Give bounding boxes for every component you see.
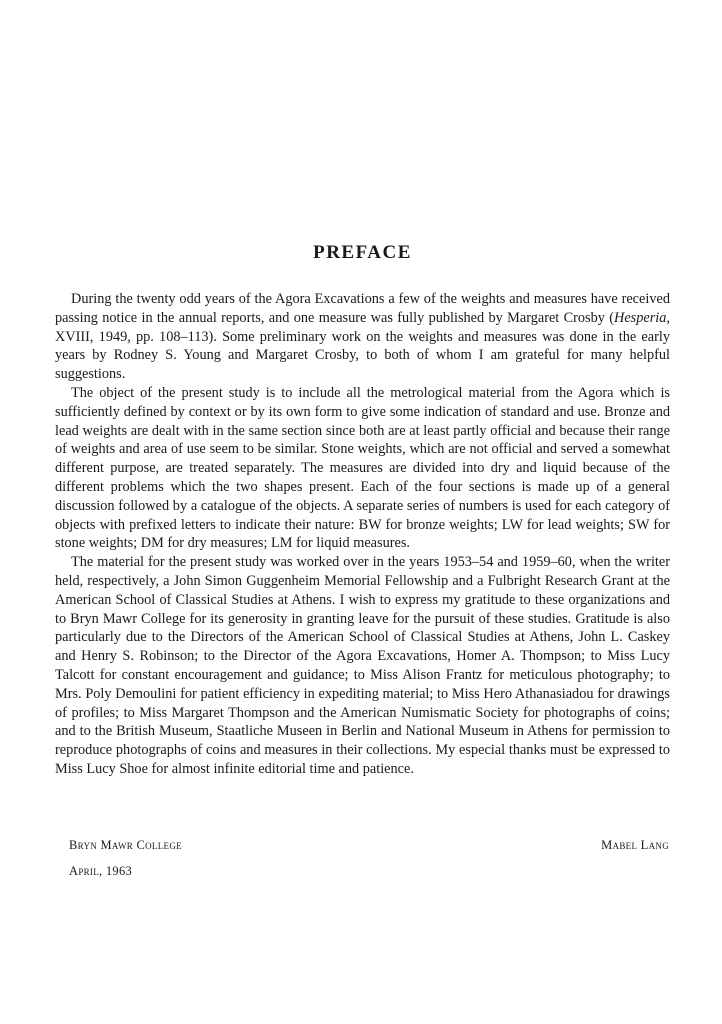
signoff-row-1 <box>69 838 669 864</box>
paragraph-1 <box>55 290 670 384</box>
paragraph-1-text-b: XVIII, 1949, pp. 108–113). Some preliminary work on the weights and measures was done in the early years by Rodney S. Young and Margaret Crosby, to both of whom I am grateful for many helpful suggestions. <box>55 328 670 383</box>
paragraph-1-text-a: During the twenty odd years of the Agora Excavations a few of the weights and measures have received passing notice in the annual reports, and one measure was fully published by Margaret Crosby ( <box>55 291 670 326</box>
signoff-author: Mabel Lang <box>601 838 669 852</box>
paragraph-3: The material for the present study was worked over in the years 1953–54 and 1959–60, when the writer held, respectively, a John Simon Guggenheim Memorial Fellowship and a Fulbright Research Grant at the American School of Classical Studies at Athens. I wish to express my gratitude to these organizations and to Bryn Mawr College for its generosity in granting leave for the pursuit of these studies. Gratitude is also particularly due to the Directors of the American School of Classical Studies at Athens, John L. Caskey and Henry S. Robinson; to the Director of the Agora Excavations, Homer A. Thompson; to Miss Lucy Talcott for constant encouragement and guidance; to Miss Alison Frantz for meticulous photography; to Mrs. Poly Demoulini for patient efficiency in expediting material; to Miss Hero Athanasiadou for drawings of profiles; to Miss Margaret Thompson and the American Numismatic Society for photographs of coins; and to the British Museum, Staatliche Museen in Berlin and National Museum in Athens for permission to reproduce photographs of coins and measures in their collections. My especial thanks must be expressed to Miss Lucy Shoe for almost infinite editorial time and patience. <box>55 554 670 777</box>
signoff <box>69 838 669 890</box>
signoff-place: Bryn Mawr College <box>69 838 182 852</box>
preface-body <box>55 290 670 779</box>
paragraph-2: The object of the present study is to include all the metrological material from the Agora which is sufficiently defined by context or by its own form to give some indication of standard and use. Bronze and lead weights are dealt with in the same section since both are at least partly official and because their range of weights and area of use seem to be similar. Stone weights, which are not official and served a somewhat different purpose, are treated separately. The measures are divided into dry and liquid because of the different problems which the two shapes present. Each of the four sections is made up of a general discussion followed by a catalogue of the objects. A separate series of numbers is used for each category of objects with prefixed letters to indicate their nature: BW for bronze weights; LW for lead weights; SW for stone weights; DM for dry measures; LM for liquid measures. <box>55 384 670 552</box>
page-title: PREFACE <box>313 242 412 263</box>
preface-page <box>55 0 670 1024</box>
signoff-row-2 <box>69 864 669 890</box>
signoff-date: April, 1963 <box>69 864 133 878</box>
journal-title-italic: Hesperia, <box>614 309 670 326</box>
